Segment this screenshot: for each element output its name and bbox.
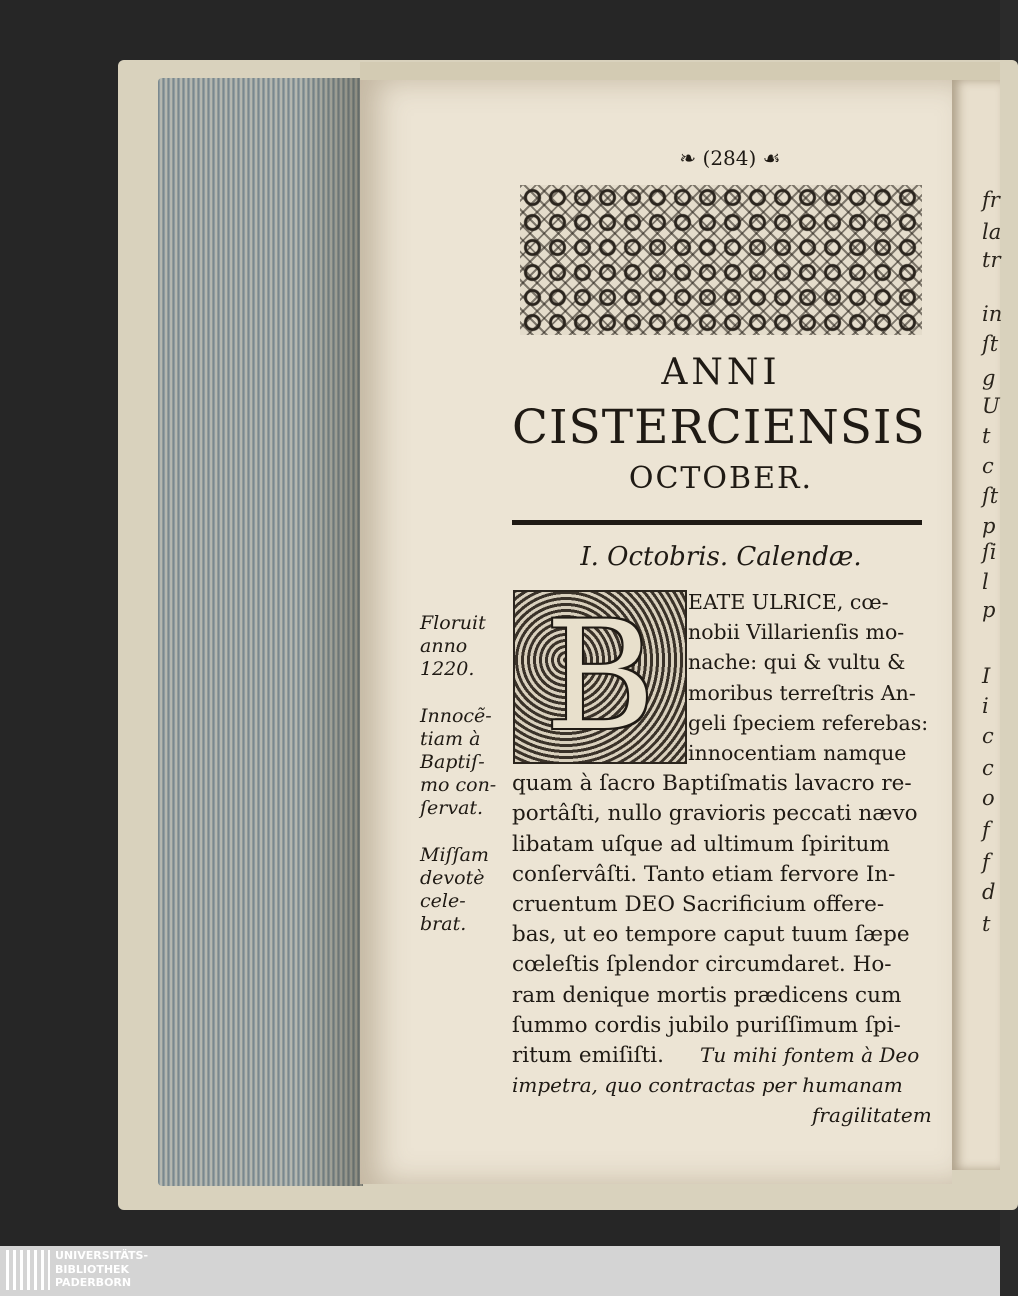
body-line: libatam uſque ad ultimum ſpiritum <box>512 831 890 857</box>
body-line: conſervâſti. Tanto etiam fervore In- <box>512 861 896 887</box>
right-page-fragment: l <box>982 570 989 594</box>
right-page-fragment: t <box>982 912 991 936</box>
body-line: innocentiam namque <box>688 741 907 765</box>
right-page-fragment: o <box>982 786 995 810</box>
margin-note-line: 1220. <box>420 658 475 680</box>
right-page-fragment: p <box>982 514 996 538</box>
body-line: ritum emiſiſti. <box>512 1043 664 1068</box>
margin-note-line: Baptiſ- <box>420 751 485 773</box>
title-line-2: CISTERCIENSIS <box>512 400 926 455</box>
margin-note-line: cele- <box>420 890 466 912</box>
right-page-fragment: f <box>982 818 990 842</box>
margin-note-line: anno <box>420 635 468 657</box>
body-line: bas, ut eo tempore caput tuum ſæpe <box>512 922 910 948</box>
body-line: geli ſpeciem referebas: <box>688 710 929 735</box>
right-page-fragment: in <box>982 302 1003 326</box>
title-line-3: OCTOBER. <box>628 461 814 496</box>
right-page-fragment: f <box>982 850 990 874</box>
page-edges-shade <box>300 78 363 1186</box>
library-name <box>55 1249 148 1290</box>
decorated-initial <box>513 590 687 764</box>
margin-note <box>420 844 515 936</box>
right-page-fragment: d <box>982 880 996 904</box>
margin-note-line: brat. <box>420 913 467 935</box>
margin-note-line: devotè <box>420 867 485 889</box>
library-footer <box>0 1246 1000 1296</box>
right-page-fragment: i <box>982 694 989 718</box>
body-line: quam à ſacro Baptiſmatis lavacro re- <box>512 771 912 797</box>
right-page-fragment: c <box>982 756 994 780</box>
library-logo-icon <box>6 1250 50 1290</box>
body-line: portâſti, nullo gravioris peccati nævo <box>512 801 918 827</box>
right-page-fragment: p <box>982 598 996 622</box>
top-page-strip <box>360 62 1000 80</box>
italic-line: fragilitatem <box>812 1103 932 1128</box>
margin-notes <box>420 612 515 960</box>
body-line: moribus terreſtris An- <box>688 680 916 705</box>
margin-note <box>420 612 515 681</box>
body-line: cœleſtis ſplendor circumdaret. Ho- <box>512 952 892 978</box>
right-page-fragment: ſt <box>982 332 999 356</box>
margin-note-line: Innocẽ- <box>420 705 492 727</box>
initial-letter: B <box>544 590 656 764</box>
italic-line: Tu mihi fontem à Deo <box>700 1043 920 1067</box>
right-page-fragment: c <box>982 454 994 478</box>
heading-rule <box>512 520 922 525</box>
right-page-fragment: ſt <box>982 484 999 508</box>
body-line: ſummo cordis jubilo puriſſimum ſpi- <box>512 1012 901 1038</box>
body-line: ram denique mortis prædicens cum <box>512 982 902 1008</box>
body-line: nache: qui & vultu & <box>688 650 906 675</box>
body-line: EATE ULRICE, cœ- <box>688 590 889 614</box>
right-page-fragment: ſi <box>982 540 997 564</box>
right-page-fragment: fr <box>982 188 1000 212</box>
right-page-fragment: c <box>982 724 994 748</box>
margin-note <box>420 705 515 820</box>
right-page-fragment: tr <box>982 248 1001 272</box>
right-page-fragment: t <box>982 424 991 448</box>
margin-note-line: mo con- <box>420 774 497 796</box>
right-page-fragment: la <box>982 220 1002 244</box>
body-line: cruentum DEO Sacrificium offere- <box>512 892 885 917</box>
body-line: nobii Villarienſis mo- <box>688 620 905 645</box>
margin-note-line: Floruit <box>420 612 486 634</box>
library-name-line-3: PADERBORN <box>55 1276 132 1289</box>
page-number-text: (284) <box>702 146 757 170</box>
margin-note-line: Miſſam <box>420 844 489 866</box>
margin-note-line: ſervat. <box>420 797 484 819</box>
date-heading: I. Octobris. Calendæ. <box>580 542 862 572</box>
italic-line: impetra, quo contractas per humanam <box>512 1073 903 1098</box>
right-page-fragment: g <box>982 366 996 390</box>
right-page-fragment: U <box>982 394 1000 418</box>
right-page-fragment: I <box>982 664 991 688</box>
decorative-headpiece <box>520 185 922 335</box>
library-name-line-1: UNIVERSITÄTS- <box>55 1249 149 1262</box>
margin-note-line: tiam à <box>420 728 481 750</box>
title-line-1: ANNI <box>661 352 781 393</box>
next-page-fragment <box>952 80 1003 1170</box>
page-number: ❧ (284) ☙ <box>679 146 781 170</box>
library-name-line-2: BIBLIOTHEK <box>55 1262 130 1276</box>
